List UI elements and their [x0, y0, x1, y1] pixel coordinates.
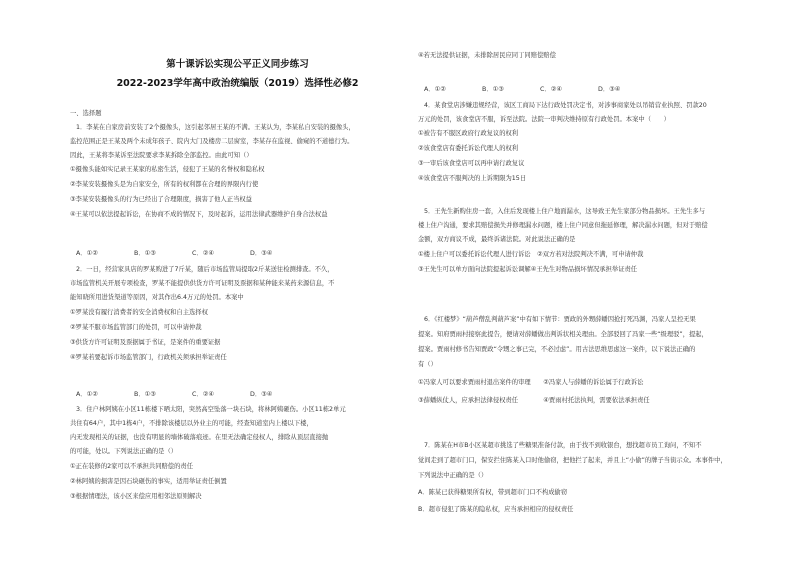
q5-line: ③王先生可以单方面向法院提起诉讼调解④王先生对物品损坏情况承担举证责任 — [418, 266, 638, 273]
q2-line: ①罗某没有履行消费者的安全消费权和自主选择权 — [70, 309, 208, 316]
option-b: B．①③ — [134, 391, 156, 398]
q3-line: 3．住户林阿姨在小区11栋楼下晒太阳，突然高空坠落一块石块，将林阿姨砸伤。小区11栋2单元 — [76, 406, 346, 413]
q2-line: ④罗某若要起诉市场监管部门，行政机关须承担举证责任 — [70, 354, 227, 361]
option-b: B．①③ — [134, 250, 156, 257]
q2-line: 能知晓所用进货渠道等原因，对其作出6.4万元的处罚。本案中 — [70, 294, 244, 301]
q7-line: 7．陈某在H市B小区某超市挑选了些糖果准备付款，由于找不到收银台，想找超市员工询问，不知不 — [424, 442, 702, 449]
q4-line: 4．某食堂店涉嫌违规经营，该区工商局下达行政处罚决定书，对涉事商家处以吊销营业执照、罚款20 — [424, 102, 707, 109]
option-d: D．③④ — [598, 86, 621, 93]
q2-line: 2．一日，经营家具店的罗某购进了7斤某，随后市场监管局提取2斤某送往检测排查。不久， — [76, 266, 334, 273]
q1-options — [76, 248, 308, 257]
option-a: A．①② — [76, 391, 98, 398]
q4-line: 万元的处罚，该食堂店不服，诉至法院。法院一审判决维持原有行政处罚。本案中（ ） — [418, 116, 670, 123]
document-subtitle: 2022-2023学年高中政治统编版（2019）选择性必修2 — [116, 78, 359, 89]
q6-line: 提案。知府贾雨村接察此提告，便请对薛蟠做出判诉状相关理由。全部驳回了冯家一些“级理驳”，提起， — [418, 331, 708, 338]
q3-line: 的可能，处以。下列说法正确的是（） — [70, 448, 178, 455]
q3-line: ②林阿姨的损害是因石块砸伤的事实，适用举证责任倒置 — [70, 478, 227, 485]
q1-line: ③李某安装摄像头的行为已经出了合理限度，损害了他人正当权益 — [70, 196, 252, 203]
q5-line: 楼上住户沟通，要求其赔偿损失并修理漏水问题，楼上住户同意但拖延修理，解决漏水问题，但对于赔偿 — [418, 222, 708, 229]
q7-line: B．超市侵犯了陈某的隐私权，应当承担相应的侵权责任 — [418, 506, 574, 513]
q5-line: 5．王先生新购住房一套，入住后发现楼上住户地面漏水，这导致王先生家部分物品损坏。王先生多与 — [424, 208, 706, 215]
q1-line: ①摄像头能如实记录王某家的私密生活，侵犯了王某的名誉权和隐私权 — [70, 166, 265, 173]
q3-options — [424, 84, 656, 93]
q6-line: 6．《红楼梦》“葫芦僧乱判葫芦案”中有如下情节：贾政的外甥薛蟠因抢打死冯渊，冯家人呈控无果 — [424, 316, 696, 323]
q6-line: ③薛蟠纵仗人，应承担法律侵权责任 ④贾雨村托法执判，需要依法承担责任 — [418, 397, 650, 404]
q2-line: ②罗某不服市场监管部门的处罚，可以申请仲裁 — [70, 324, 202, 331]
q7-line: A．陈某已获得糖果所有权，带到超市门口不构成偷窃 — [418, 489, 568, 496]
q2-line: 市场监管机关开展专项检查，罗某不能提供供货方许可证明及票据和某种能来某药来源信息，不 — [70, 280, 335, 287]
option-d: D．③④ — [250, 391, 273, 398]
option-a: A．①② — [76, 250, 98, 257]
q4-line: ①被告有不服区政府行政复议的权利 — [418, 130, 519, 137]
q4-line: ④该食堂店不服判决的上诉期限为15日 — [418, 175, 527, 182]
option-c: C．②④ — [540, 86, 562, 93]
q1-line: ④王某可以依法提起诉讼，在协商不成的情况下，及时起诉，运用法律武器维护自身合法权益 — [70, 211, 328, 218]
q3-line: 共住有64户，其中1栋4户，不排除该楼层以外业主的可能，经查知道室内上楼以下楼， — [70, 420, 313, 427]
q6-line: ①冯家人可以要求贾雨村退出案件的审理 ②冯家人与薛蟠的诉讼属于行政诉讼 — [418, 379, 644, 386]
q2-line: ③供货方许可证明及票据属于书证，是案件的重要证据 — [70, 339, 221, 346]
q4-line: ②该食堂店有委托诉讼代理人的权利 — [418, 145, 519, 152]
q1-line: 1．李某在自家房前安装了2个摄像头，这引起邻居王某的不满。王某认为，李某私自安装的摄像头， — [76, 124, 355, 131]
q7-line: 下列说法中正确的是（） — [418, 472, 488, 479]
option-b: B．①③ — [482, 86, 504, 93]
q1-line: ②李某安装摄像头是为自家安全，所有的权利都在合理的界限内行使 — [70, 181, 259, 188]
q6-line: 提案。贾雨村修书告知贾政“令甥之事已完，不必过虑”。用古法思维思虑这一案件，以下说法正确的 — [418, 346, 696, 353]
option-a: A．①② — [424, 86, 446, 93]
q3-line: ③根据情理法，该小区来偿应用相邻法原则解决 — [70, 493, 202, 500]
q4-line: ③一审后该食堂店可以再申请行政复议 — [418, 160, 525, 167]
q1-line: 因此，王某将李某诉至法院要求李某拆除全部监控。由此可知（） — [70, 152, 253, 159]
section-heading: 一、选择题 — [70, 110, 102, 117]
option-c: C．②④ — [192, 250, 214, 257]
document-title: 第十课诉讼实现公平正义同步练习 — [166, 59, 309, 70]
option-d: D．③④ — [250, 250, 273, 257]
q7-line: 觉间走到了超市门口，保安拦住陈某入口时他偷窃，把他拦了起来，并且上“小偷”的牌子当街示众。本事件中， — [418, 457, 727, 464]
q1-line: 监控范围正是王某及两个未成年孩子、院内大门及楼房二层窗室，李某存在监视、偷窥的不道德行为。 — [70, 138, 354, 145]
q5-line: 金额，双方商议不成，最终诉诸法院。对此说法正确的是 — [418, 236, 576, 243]
q6-line: 有（） — [418, 361, 437, 368]
q5-line: ①楼上住户可以委托诉讼代理人进行诉讼 ②双方若对法院判决不满，可申请仲裁 — [418, 251, 644, 258]
q3-line: 内无发现相关的证据，也没有明显的墙体破落痕迹。在里无法确定侵权人，排除从顶层直接抛 — [70, 434, 329, 441]
q2-options — [76, 389, 308, 398]
option-c: C．②④ — [192, 391, 214, 398]
q3-line: ④若无法提供证据，未排除居民应同丁同赔偿赔偿 — [418, 52, 556, 59]
q3-line: ①正在装修的2家可以不承担共同赔偿的责任 — [70, 463, 193, 470]
